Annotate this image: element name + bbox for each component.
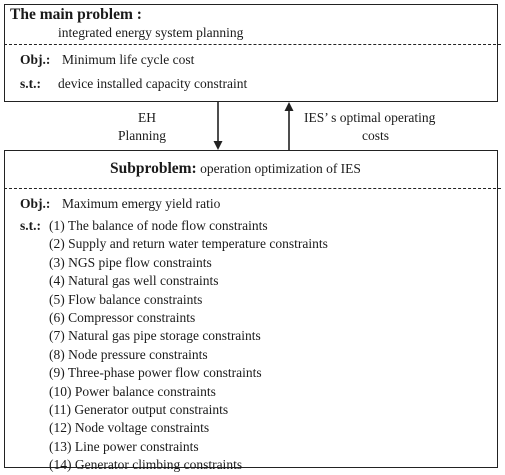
planning-label: Planning bbox=[118, 128, 167, 143]
constraint-item: (1) The balance of node flow constraints bbox=[49, 218, 268, 233]
down-arrow bbox=[214, 102, 223, 150]
constraint-list bbox=[49, 217, 328, 475]
subproblem-divider bbox=[4, 188, 501, 189]
constraint-item: (4) Natural gas well constraints bbox=[49, 273, 219, 289]
optimal-cost-label: IES’ s optimal operating bbox=[304, 110, 436, 125]
constraint-item: (9) Three-phase power flow constraints bbox=[49, 365, 262, 381]
constraint-item: (7) Natural gas pipe storage constraints bbox=[49, 328, 261, 344]
constraint-item: (2) Supply and return water temperature constraints bbox=[49, 236, 328, 252]
constraint-item: (6) Compressor constraints bbox=[49, 310, 196, 326]
up-arrow bbox=[285, 102, 294, 150]
constraint-item: (12) Node voltage constraints bbox=[49, 420, 210, 436]
constraint-item: (3) NGS pipe flow constraints bbox=[49, 254, 212, 270]
constraint-item: (13) Line power constraints bbox=[49, 438, 199, 454]
main-st-label: s.t.: bbox=[20, 76, 41, 91]
main-st-text: device installed capacity constraint bbox=[58, 76, 248, 91]
constraint-item: (5) Flow balance constraints bbox=[49, 291, 203, 307]
main-obj-label: Obj.: bbox=[20, 52, 51, 67]
sub-obj-label: Obj.: bbox=[20, 196, 51, 211]
main-obj-text: Minimum life cycle cost bbox=[62, 52, 195, 67]
subproblem-title-rest: operation optimization of IES bbox=[200, 161, 361, 176]
costs-label: costs bbox=[362, 128, 389, 143]
constraint-item: (10) Power balance constraints bbox=[49, 383, 216, 399]
constraint-item: (8) Node pressure constraints bbox=[49, 346, 208, 362]
subproblem-title: Subproblem: bbox=[110, 160, 197, 177]
subproblem-heading bbox=[110, 160, 361, 178]
sub-obj-text: Maximum emergy yield ratio bbox=[62, 196, 221, 211]
eh-label: EH bbox=[138, 110, 156, 125]
constraint-item: (14) Generator climbing constraints bbox=[49, 457, 243, 473]
main-problem-subtitle: integrated energy system planning bbox=[58, 25, 244, 40]
constraint-item: (11) Generator output constraints bbox=[49, 402, 229, 418]
main-problem-title: The main problem : bbox=[10, 6, 142, 23]
sub-st-label: s.t.: bbox=[20, 218, 41, 233]
